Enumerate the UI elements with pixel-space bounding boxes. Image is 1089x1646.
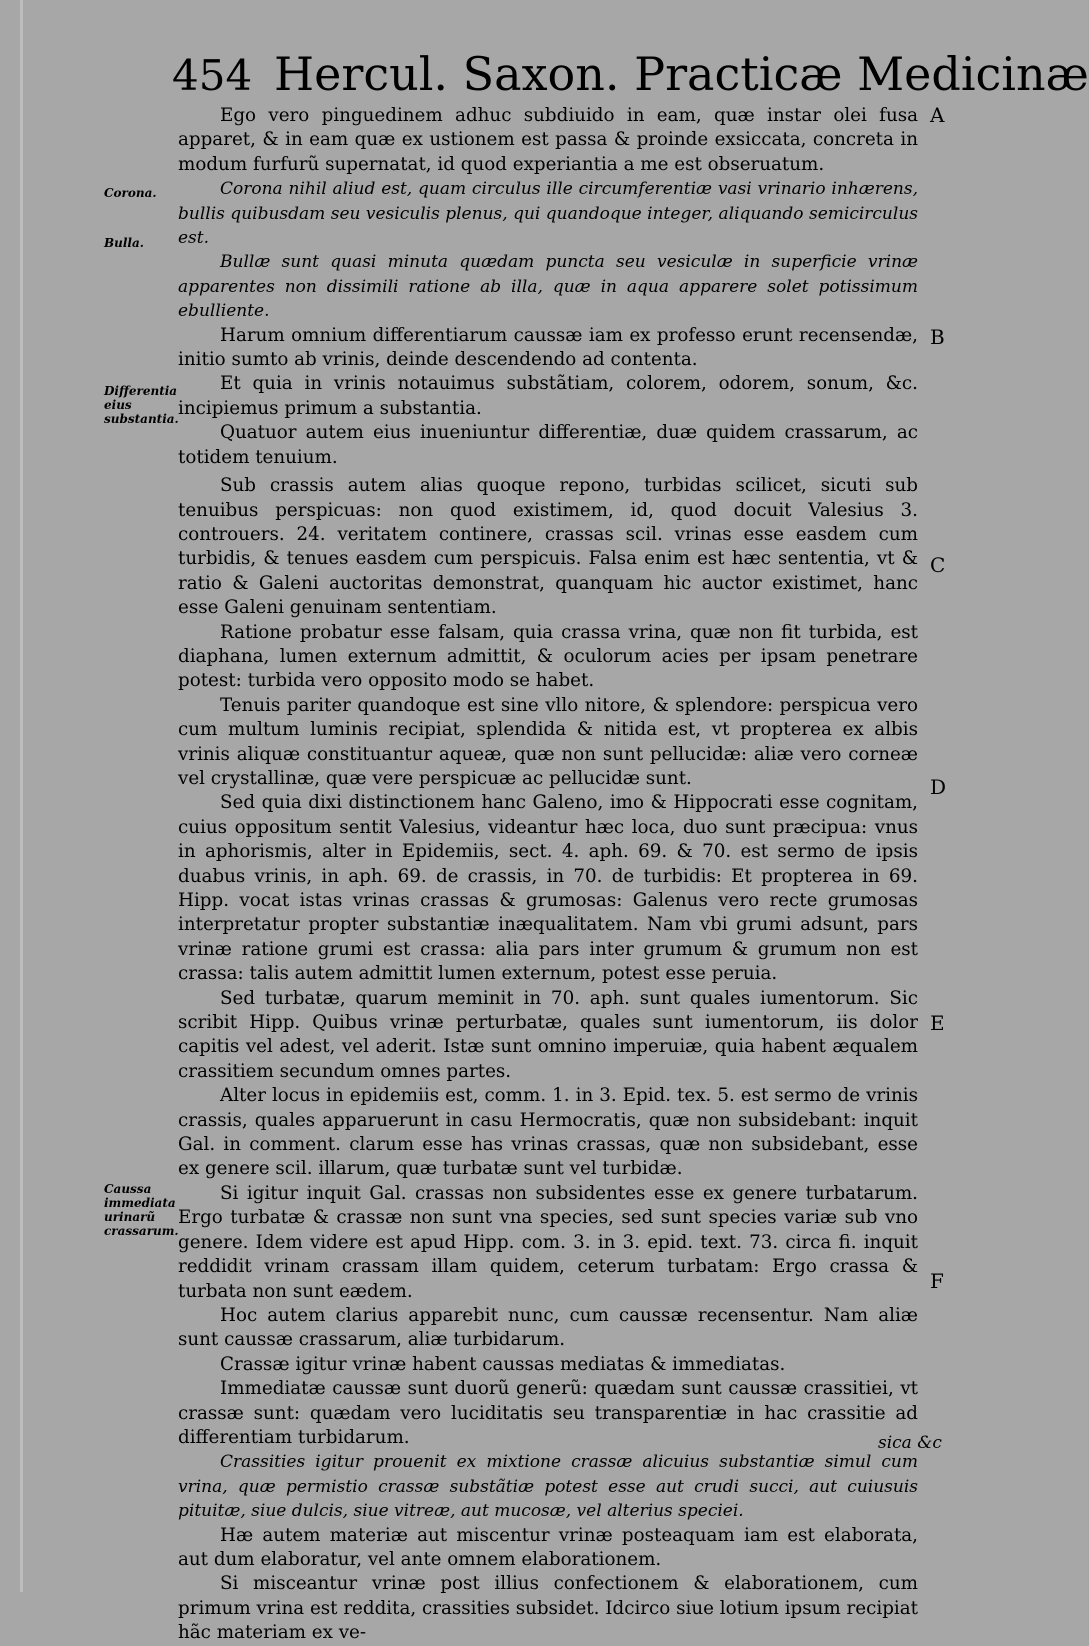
margin-note-differentia: Differentia eius substantia. (104, 384, 179, 426)
paragraph: Immediatæ caussæ sunt duorũ generũ: quædam sunt caussæ crassitiei, vt crassæ sunt: quædam vero luciditatis seu transparentiæ in hac crassitie ad differentiam turbidarum. (178, 1378, 918, 1448)
margin-note-corona: Corona. (104, 186, 157, 200)
paragraph: Hæ autem materiæ aut miscentur vrinæ posteaquam iam est elaborata, aut dum elaboratur, vel ante omnem elaborationem. (178, 1524, 918, 1570)
paragraph: Tenuis pariter quandoque est sine vllo nitore, & splendore: perspicua vero cum multum luminis recipiat, splendida & nitida est, vt propterea ex albis vrinis aliquæ constituantur aqueæ, quæ non sunt pellucidæ: aliæ vero corneæ vel crystallinæ, quæ vere perspicuæ ac pellucidæ sunt. (178, 694, 918, 789)
catchword: sica &c (878, 1433, 942, 1453)
paragraph-bulla-definition: Bullæ sunt quasi minuta quædam puncta seu vesiculæ in superficie vrinæ apparentes non dissimili ratione ab illa, quæ in aqua apparere solet potissimum ebulliente. (178, 252, 918, 322)
main-text (178, 104, 918, 1646)
paragraph: Sed quia dixi distinctionem hanc Galeno, imo & Hippocrati esse cognitam, cuius oppositum sentit Valesius, videantur hæc loca, duo sunt præcipua: vnus in aphorismis, alter in Epidemiis, sect. 4. aph. 69. & 70. est sermo de ipsis duabus vrinis, in aph. 69. de crassis, in 70. de turbidis: Et propterea in 69. Hipp. vocat istas vrinas crassas & grumosas: Galenus vero recte grumosas interpretatur propter substantiæ inæqualitatem. Nam vbi grumi adsunt, pars vrinæ ratione grumi est crassa: alia pars inter grumum & grumum non est crassa: talis autem admittit lumen externum, potest esse peruia. (178, 792, 918, 985)
paragraph: Ratione probatur esse falsam, quia crassa vrina, quæ non fit turbida, est diaphana, lumen externum admittit, & oculorum acies per ipsam penetrare potest: turbida vero opposito modo se habet. (178, 621, 918, 692)
paragraph: Si igitur inquit Gal. crassas non subsidentes esse ex genere turbatarum. Ergo turbatæ & crassæ non sunt vna species, sed sunt species variæ sub vno genere. Idem videre est apud Hipp. com. 3. in 3. epid. text. 73. circa fi. inquit reddidit vrinam crassam illam quidem, ceterum turbatam: Ergo crassa & turbata non sunt eædem. (178, 1182, 918, 1302)
section-letter-c: C (930, 553, 946, 577)
paragraph: Hoc autem clarius apparebit nunc, cum caussæ recensentur. Nam aliæ sunt caussæ crassarum, aliæ turbidarum. (178, 1304, 918, 1351)
paragraph: Crassæ igitur vrinæ habent caussas mediatas & immediatas. (220, 1353, 786, 1375)
paragraph: Quatuor autem eius inueniuntur differentiæ, duæ quidem crassarum, ac totidem tenuium. (178, 422, 918, 468)
section-letter-e: E (930, 1011, 945, 1035)
section-letter-a: A (930, 103, 945, 127)
margin-note-caussa: Caussa immediata urinarũ crassarum. (104, 1182, 179, 1238)
page-number: 454 (172, 51, 253, 100)
margin-note-bulla: Bulla. (104, 236, 144, 250)
paragraph: Harum omnium differentiarum caussæ iam ex professo erunt recensendæ, initio sumto ab vrinis, deinde descendendo ad contenta. (178, 324, 918, 371)
paragraph: Sed turbatæ, quarum meminit in 70. aph. sunt quales iumentorum. Sic scribit Hipp. Quibus vrinæ perturbatæ, quales sunt iumentorum, iis dolor capitis vel adest, vel aderit. Istæ sunt omnino imperuiæ, quia habent æqualem crassitiem secundum omnes partes. (178, 987, 918, 1082)
paragraph: Si misceantur vrinæ post illius confectionem & elaborationem, cum primum vrina est reddita, crassities subsidet. Idcirco siue lotium ipsum recipiat hãc materiam ex ve- (178, 1573, 918, 1644)
section-letter-f: F (930, 1269, 944, 1293)
paragraph: Sub crassis autem alias quoque repono, turbidas scilicet, sicuti sub tenuibus perspicuas: non quod existimem, id, quod docuit Valesius 3. controuers. 24. veritatem continere, crassas scil. vrinas esse easdem cum turbidis, & tenues easdem cum perspicuis. Falsa enim est hæc sententia, vt & ratio & Galeni auctoritas demonstrat, quanquam hic auctor existimet, hanc esse Galeni genuinam sententiam. (178, 475, 918, 619)
paragraph: Ego vero pinguedinem adhuc subdiuido in eam, quæ instar olei fusa apparet, & in eam quæ ex ustionem est passa & proinde exsiccata, concreta in modum furfurũ supernatat, id quod experiantia a me est obseruatum. (178, 105, 918, 175)
paragraph: Et quia in vrinis notauimus substãtiam, colorem, odorem, sonum, &c. incipiemus primum a substantia. (178, 373, 918, 419)
section-letter-d: D (930, 775, 947, 799)
running-title: Hercul. Saxon. Practicæ Medicinæ (274, 47, 1089, 101)
paragraph-crassities: Crassities igitur prouenit ex mixtione crassæ alicuius substantiæ simul cum vrina, quæ permistio crassæ substãtiæ potest esse aut crudi succi, aut cuiusuis pituitæ, siue dulcis, siue vitreæ, aut mucosæ, vel alterius speciei. (178, 1452, 918, 1522)
paragraph: Alter locus in epidemiis est, comm. 1. in 3. Epid. tex. 5. est sermo de vrinis crassis, quales apparuerunt in casu Hermocratis, quæ non subsidebant: inquit Gal. in comment. clarum esse has vrinas crassas, quæ non subsidebant, esse ex genere scil. illarum, quæ turbatæ sunt vel turbidæ. (178, 1085, 918, 1180)
page-edge (20, 0, 23, 1592)
paragraph-corona-definition: Corona nihil aliud est, quam circulus ille circumferentiæ vasi vrinario inhærens, bullis quibusdam seu vesiculis plenus, qui quandoque integer, aliquando semicirculus est. (178, 179, 918, 249)
section-letter-b: B (930, 325, 945, 349)
